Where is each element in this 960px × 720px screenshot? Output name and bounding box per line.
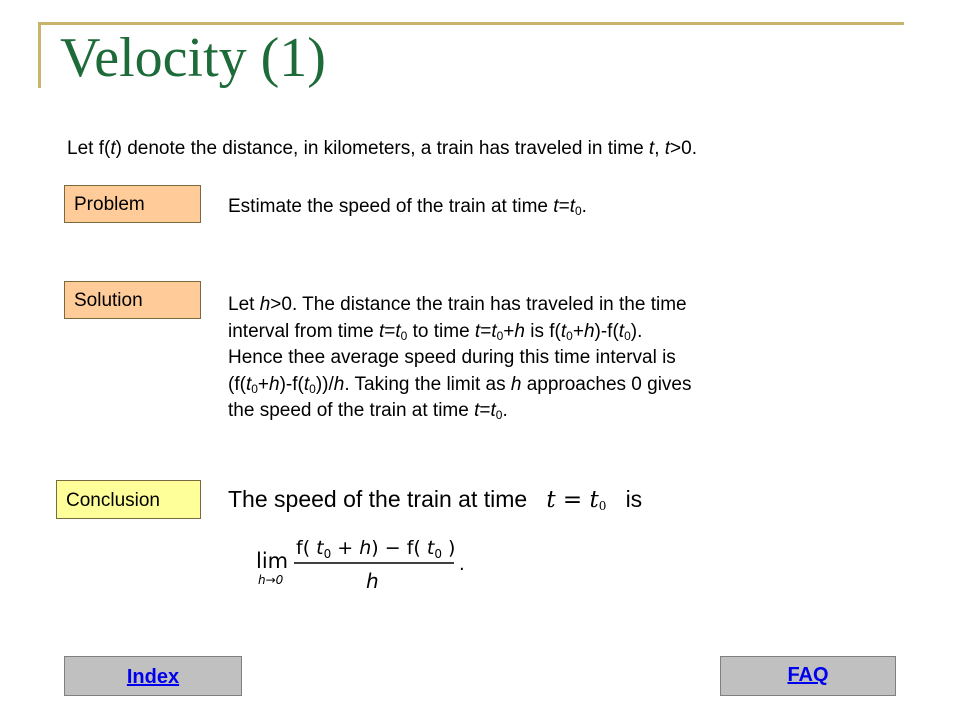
- solution-line: Let h>0. The distance the train has traveled in the time: [228, 294, 687, 315]
- frame-left-line: [38, 22, 41, 88]
- frame-top-line: [40, 22, 904, 25]
- lim-text: lim: [256, 549, 289, 573]
- solution-line: interval from time $t=t_0$ to time $t=t_0+h$ is $f(t_0+h)-f(t_0)$.: [228, 320, 643, 343]
- limit-formula: [256, 528, 486, 598]
- solution-label: Solution: [64, 281, 201, 319]
- fraction-denominator: h: [366, 569, 379, 593]
- conclusion-label: Conclusion: [56, 480, 201, 519]
- faq-button[interactable]: FAQ: [720, 656, 896, 696]
- solution-text: [228, 292, 868, 425]
- formula-period: .: [459, 554, 465, 575]
- solution-line: Hence thee average speed during this time interval is: [228, 347, 676, 368]
- lim-subscript: h→0: [258, 573, 284, 587]
- solution-line: $(f(t_0+h)-f(t_0))/h$. Taking the limit as h approaches 0 gives: [228, 373, 692, 396]
- slide-title: Velocity (1): [60, 27, 326, 89]
- index-button[interactable]: Index: [64, 656, 242, 696]
- problem-text: Estimate the speed of the train at time $t=t_0$.: [228, 196, 587, 218]
- conclusion-text: The speed of the train at time $t = t_0$ is: [228, 486, 643, 513]
- problem-label: Problem: [64, 185, 201, 223]
- solution-line: the speed of the train at time $t=t_0$.: [228, 400, 508, 422]
- fraction-numerator: f( $t_0 + h) - f$( $t_0$ ): [296, 537, 456, 561]
- intro-text: Let f(t) denote the distance, in kilometers, a train has traveled in time t, t>0.: [67, 138, 697, 159]
